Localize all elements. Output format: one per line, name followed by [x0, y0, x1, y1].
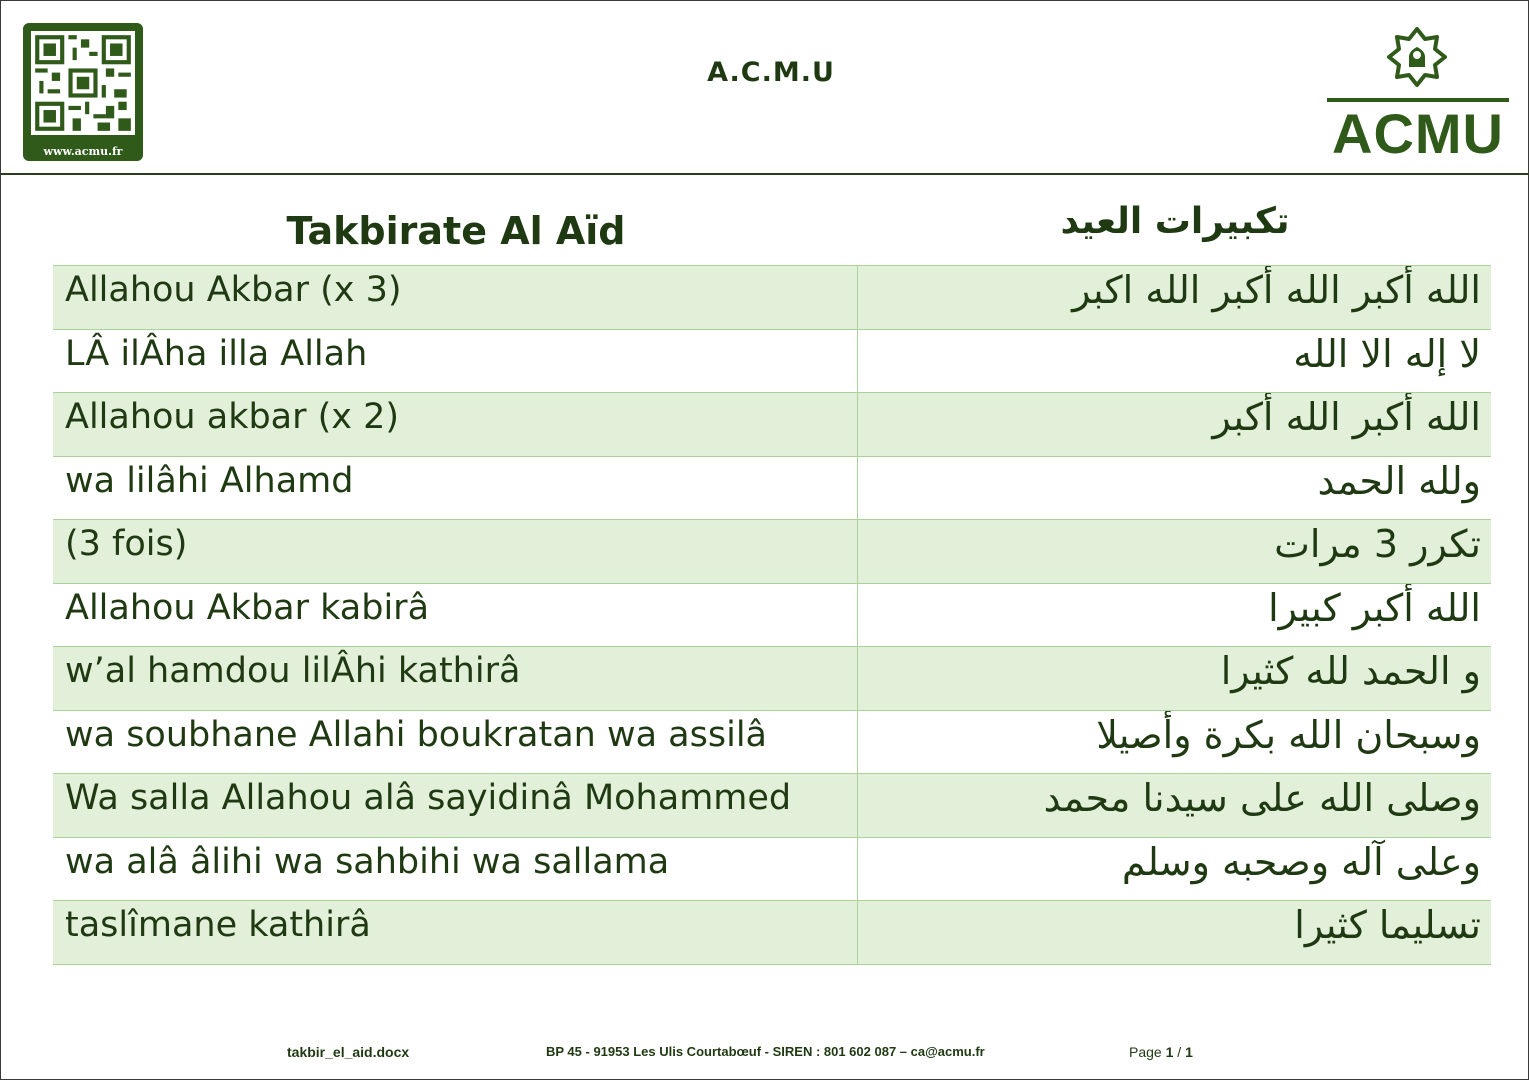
table-row [53, 266, 1491, 330]
transliteration-cell: wa soubhane Allahi boukratan wa assilâ [53, 711, 858, 774]
footer-address: BP 45 - 91953 Les Ulis Courtabœuf - SIREN : 801 602 087 – ca@acmu.fr [546, 1044, 985, 1059]
table-row [53, 647, 1491, 711]
arabic-cell: ولله الحمد [1317, 458, 1481, 503]
table-row [53, 838, 1491, 902]
transliteration-cell: Allahou akbar (x 2) [53, 393, 858, 456]
title-transliteration: Takbirate Al Aïd [286, 209, 626, 253]
takbir-table [53, 265, 1491, 965]
page-current: 1 [1165, 1044, 1174, 1060]
transliteration-cell: taslîmane kathirâ [53, 901, 858, 964]
footer-page-number [1129, 1044, 1193, 1060]
qr-code-icon [31, 31, 135, 135]
acmu-logo [1323, 23, 1513, 163]
arabic-cell: وصلى الله على سيدنا محمد [1043, 776, 1481, 820]
transliteration-cell: w’al hamdou lilÂhi kathirâ [53, 647, 858, 710]
transliteration-cell: Wa salla Allahou alâ sayidinâ Mohammed [53, 774, 858, 837]
organization-title: A.C.M.U [707, 57, 835, 88]
title-arabic: تكبيرات العيد [1060, 201, 1290, 242]
column-titles [53, 197, 1491, 261]
table-row [53, 774, 1491, 838]
transliteration-cell: Allahou Akbar (x 3) [53, 266, 858, 329]
footer-filename: takbir_el_aid.docx [287, 1044, 410, 1060]
page-separator: / [1177, 1044, 1182, 1060]
arabic-cell: وعلى آله وصحبه وسلم [1121, 839, 1481, 884]
page-footer [1, 1041, 1529, 1065]
arabic-cell: وسبحان الله بكرة وأصيلا [1096, 712, 1481, 757]
qr-url-label: www.acmu.fr [43, 145, 123, 158]
table-row [53, 393, 1491, 457]
header-divider [1, 173, 1529, 175]
table-row [53, 711, 1491, 775]
arabic-cell: الله أكبر الله أكبر الله اكبر [1072, 268, 1481, 312]
table-row [53, 457, 1491, 521]
qr-code [23, 23, 143, 161]
star-emblem-icon [1385, 25, 1449, 89]
transliteration-cell: (3 fois) [53, 520, 858, 583]
table-row [53, 584, 1491, 648]
transliteration-cell: Allahou Akbar kabirâ [53, 584, 858, 647]
page-header [1, 1, 1529, 177]
arabic-cell: الله أكبر كبيرا [1268, 585, 1481, 630]
table-row [53, 330, 1491, 394]
arabic-cell: الله أكبر الله أكبر [1212, 395, 1481, 439]
page-total: 1 [1185, 1044, 1193, 1060]
transliteration-cell: LÂ ilÂha illa Allah [53, 330, 858, 393]
arabic-cell: لا إله الا الله [1293, 331, 1481, 376]
transliteration-cell: wa lilâhi Alhamd [53, 457, 858, 520]
arabic-cell: تسليما كثيرا [1294, 903, 1481, 947]
page-label: Page [1129, 1044, 1162, 1060]
logo-text: ACMU [1332, 102, 1504, 165]
arabic-cell: تكرر 3 مرات [1274, 522, 1481, 566]
transliteration-cell: wa alâ âlihi wa sahbihi wa sallama [53, 838, 858, 901]
qr-pattern [31, 31, 135, 135]
table-row [53, 901, 1491, 965]
arabic-cell: و الحمد لله كثيرا [1220, 649, 1481, 693]
table-row [53, 520, 1491, 584]
